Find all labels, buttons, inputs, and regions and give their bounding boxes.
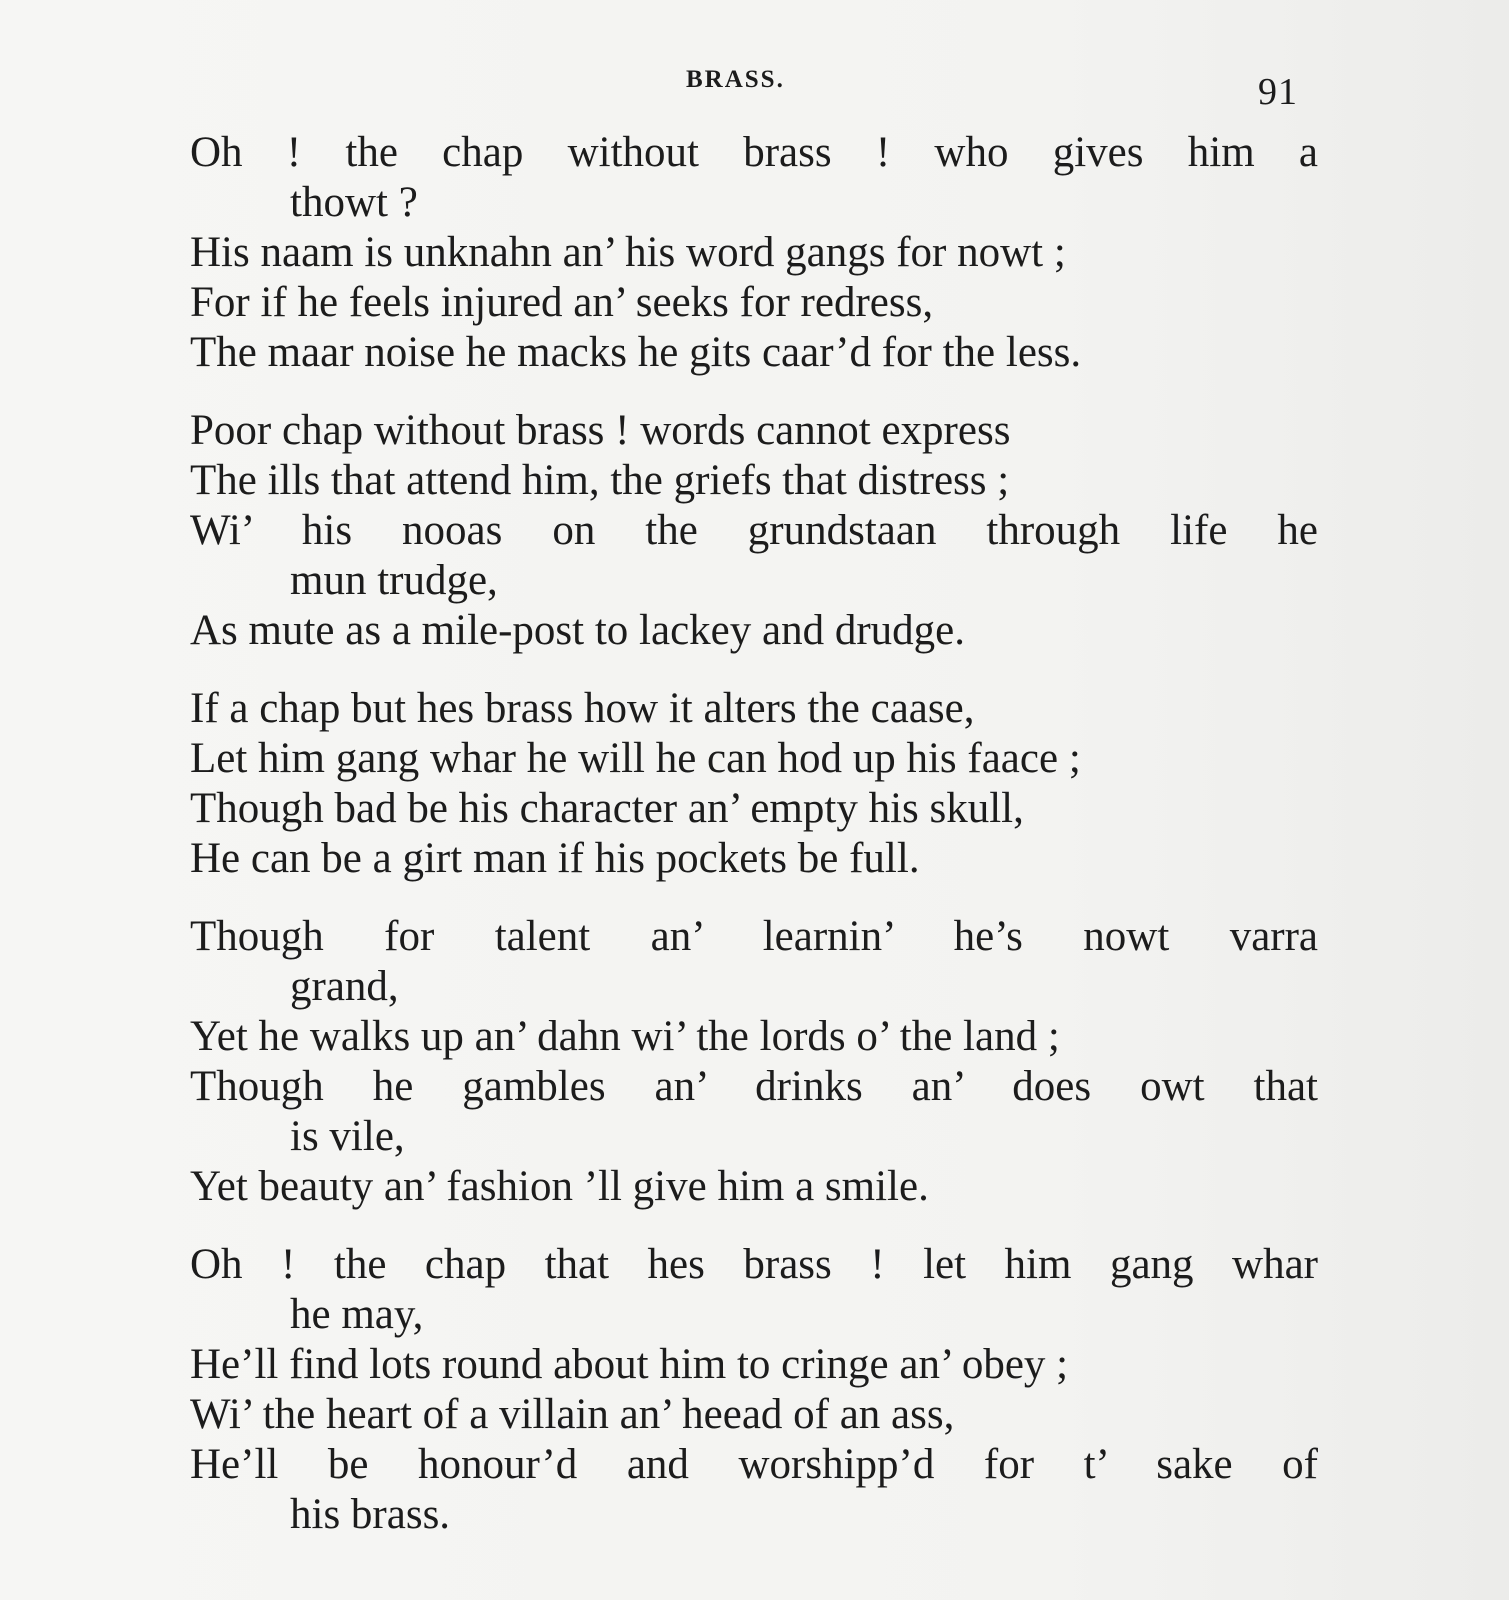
poem-line: Poor chap without brass ! words cannot express	[190, 407, 1011, 454]
poem-line: Though he gambles an’ drinks an’ does owt that	[190, 1063, 1318, 1110]
poem-line: He’ll find lots round about him to cringe an’ obey ;	[190, 1341, 1069, 1388]
poem-line: Oh ! the chap without brass ! who gives him a	[190, 129, 1318, 176]
poem-line-continuation: mun trudge,	[290, 557, 498, 604]
stanza	[190, 684, 1340, 884]
poem-line: Though bad be his character an’ empty his skull,	[190, 785, 1024, 832]
poem-line: He can be a girt man if his pockets be full.	[190, 835, 920, 882]
running-title: BRASS.	[686, 66, 785, 93]
poem-line: The maar noise he macks he gits caar’d for the less.	[190, 329, 1082, 376]
poem-line: Yet he walks up an’ dahn wi’ the lords o’ the land ;	[190, 1013, 1060, 1060]
poem-line: Yet beauty an’ fashion ’ll give him a smile.	[190, 1163, 929, 1210]
poem-line: He’ll be honour’d and worshipp’d for t’ sake of	[190, 1441, 1318, 1488]
poem-line-continuation: grand,	[290, 963, 399, 1010]
stanza	[190, 912, 1340, 1212]
stanza	[190, 406, 1340, 656]
poem-line: The ills that attend him, the griefs that distress ;	[190, 457, 1010, 504]
poem-line: His naam is unknahn an’ his word gangs for nowt ;	[190, 229, 1066, 276]
poem-line: Wi’ the heart of a villain an’ heead of an ass,	[190, 1391, 955, 1438]
poem-line: As mute as a mile-post to lackey and drudge.	[190, 607, 965, 654]
poem-line-continuation: he may,	[290, 1291, 424, 1338]
poem-line: Let him gang whar he will he can hod up his faace ;	[190, 735, 1081, 782]
poem-line-continuation: his brass.	[290, 1491, 451, 1538]
poem-line-continuation: is vile,	[290, 1113, 405, 1160]
poem-line: Oh ! the chap that hes brass ! let him gang whar	[190, 1241, 1318, 1288]
poem-line: For if he feels injured an’ seeks for redress,	[190, 279, 934, 326]
stanza	[190, 128, 1340, 378]
stanza	[190, 1240, 1340, 1540]
poem-body	[190, 128, 1340, 1568]
poem-line: If a chap but hes brass how it alters the caase,	[190, 685, 975, 732]
poem-line: Wi’ his nooas on the grundstaan through life he	[190, 507, 1318, 554]
page-number: 91	[1258, 71, 1298, 113]
poem-line: Though for talent an’ learnin’ he’s nowt varra	[190, 913, 1318, 960]
poem-line-continuation: thowt ?	[290, 179, 418, 226]
